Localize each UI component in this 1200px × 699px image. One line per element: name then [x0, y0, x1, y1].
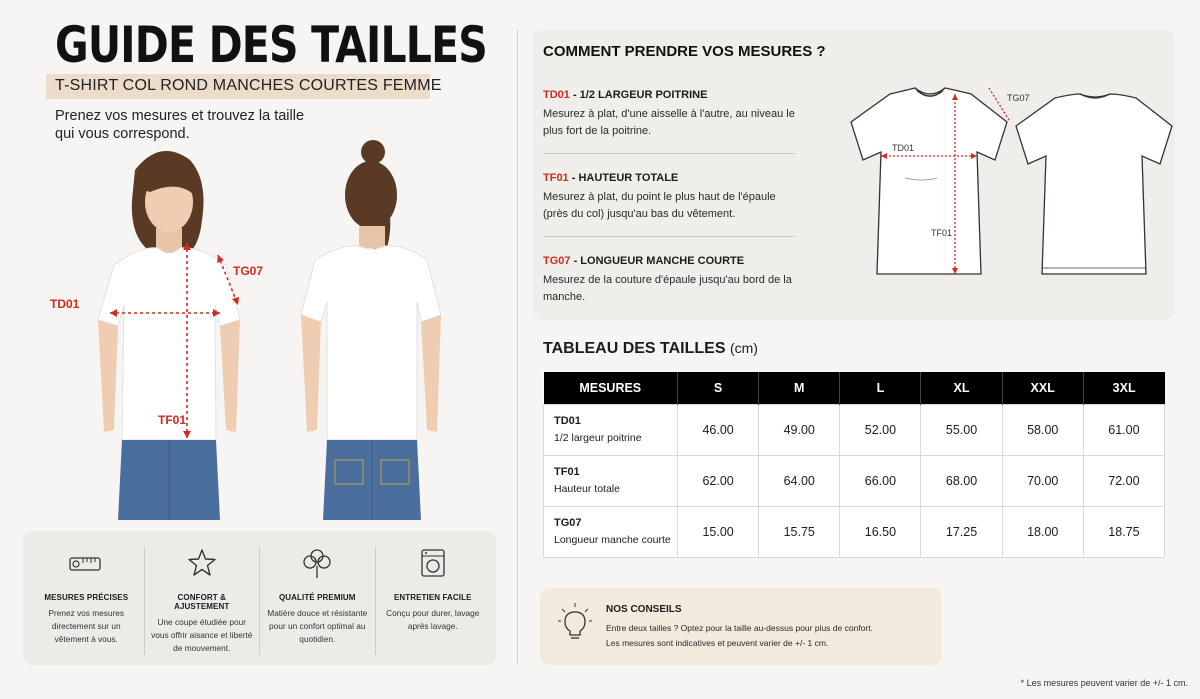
measure-cell — [544, 506, 678, 557]
column-divider — [517, 30, 518, 664]
star-icon — [151, 547, 254, 579]
tips-panel — [540, 588, 942, 665]
feature-text: Une coupe étudiée pour vous offrir aisance et liberté de mouvement. — [151, 617, 253, 653]
column-header: M — [759, 372, 840, 404]
table-header-row — [544, 372, 1165, 404]
table-cell: 61.00 — [1083, 404, 1164, 455]
cotton-icon — [266, 547, 369, 579]
model-label-td01: TD01 — [50, 297, 80, 311]
measure-text: Mesurez de la couture d'épaule jusqu'au bord de la manche. — [543, 274, 792, 303]
lightbulb-icon — [558, 602, 592, 647]
page-title: GUIDE DES TAILLES — [55, 16, 487, 74]
diagram-label-td01: TD01 — [892, 143, 915, 153]
washing-machine-icon — [382, 547, 485, 579]
feature-item — [376, 547, 491, 655]
tape-measure-icon — [35, 547, 138, 579]
table-row — [544, 455, 1165, 506]
row-name: Hauteur totale — [554, 483, 620, 495]
size-table — [543, 372, 1165, 558]
feature-title: QUALITÉ PREMIUM — [278, 593, 356, 602]
table-cell: 62.00 — [678, 455, 759, 506]
measure-code: TG07 — [543, 255, 571, 267]
feature-title: ENTRETIEN FACILE — [393, 593, 472, 602]
model-front-image — [70, 140, 270, 520]
row-code: TF01 — [554, 466, 580, 478]
measure-item-tf01 — [543, 172, 795, 223]
feature-text: Conçu pour durer, lavage après lavage. — [386, 608, 480, 631]
table-cell: 17.25 — [921, 506, 1002, 557]
measure-item-tg07 — [543, 255, 795, 306]
diagram-label-tg07: TG07 — [1007, 93, 1030, 103]
model-back-image — [275, 140, 465, 520]
table-cell: 15.75 — [759, 506, 840, 557]
row-code: TD01 — [554, 415, 581, 427]
tips-text — [606, 621, 936, 651]
table-cell: 49.00 — [759, 404, 840, 455]
measure-label: - LONGUEUR MANCHE COURTE — [570, 255, 745, 267]
row-name: 1/2 largeur poitrine — [554, 432, 642, 444]
measure-text: Mesurez à plat, du point le plus haut de l'épaule (près du col) jusqu'au bas du vêtement. — [543, 191, 776, 220]
tg07-arrow — [985, 86, 1015, 126]
table-cell: 46.00 — [678, 404, 759, 455]
measure-label: - HAUTEUR TOTALE — [568, 172, 679, 184]
feature-text: Prenez vos mesures directement sur un vêtement à vous. — [48, 608, 125, 644]
page-subtitle: T-SHIRT COL ROND MANCHES COURTES FEMME — [55, 77, 442, 94]
features-panel — [23, 531, 496, 665]
size-table-title-text: TABLEAU DES TAILLES — [543, 340, 726, 357]
column-header: MESURES — [544, 372, 678, 404]
feature-item — [29, 547, 145, 655]
table-cell: 15.00 — [678, 506, 759, 557]
measure-code: TD01 — [543, 89, 570, 101]
measure-item-td01 — [543, 89, 795, 140]
row-code: TG07 — [554, 517, 582, 529]
feature-title: MESURES PRÉCISES — [44, 593, 129, 602]
column-header: XL — [921, 372, 1002, 404]
table-cell: 70.00 — [1002, 455, 1083, 506]
footnote: * Les mesures peuvent varier de +/- 1 cm. — [1020, 678, 1188, 688]
table-cell: 64.00 — [759, 455, 840, 506]
diagram-label-tf01: TF01 — [931, 228, 953, 238]
size-table-unit: (cm) — [729, 340, 758, 356]
table-cell: 68.00 — [921, 455, 1002, 506]
table-cell: 16.50 — [840, 506, 921, 557]
measure-cell — [544, 404, 678, 455]
model-label-tg07: TG07 — [233, 264, 264, 278]
feature-text: Matière douce et résistante pour un confort optimal au quotidien. — [267, 608, 368, 644]
tips-line: Entre deux tailles ? Optez pour la taille au-dessus pour plus de confort. — [606, 623, 873, 633]
column-header: 3XL — [1083, 372, 1164, 404]
measure-label: - 1/2 LARGEUR POITRINE — [569, 89, 708, 101]
tips-title: NOS CONSEILS — [606, 604, 682, 615]
table-cell: 52.00 — [840, 404, 921, 455]
table-cell: 55.00 — [921, 404, 1002, 455]
table-row — [544, 404, 1165, 455]
table-cell: 18.00 — [1002, 506, 1083, 557]
intro-text: Prenez vos mesures et trouvez la taille qui vous correspond. — [55, 108, 305, 142]
column-header: XXL — [1002, 372, 1083, 404]
feature-item — [260, 547, 376, 655]
measure-text: Mesurez à plat, d'une aisselle à l'autre, au niveau le plus fort de la poitrine. — [543, 108, 795, 137]
table-cell: 58.00 — [1002, 404, 1083, 455]
column-header: L — [840, 372, 921, 404]
tshirt-back-diagram — [1010, 92, 1180, 282]
measure-separator — [543, 236, 795, 237]
measure-code: TF01 — [543, 172, 569, 184]
table-row — [544, 506, 1165, 557]
measure-panel-title: COMMENT PRENDRE VOS MESURES ? — [543, 43, 826, 60]
column-header: S — [678, 372, 759, 404]
table-cell: 18.75 — [1083, 506, 1164, 557]
table-cell: 72.00 — [1083, 455, 1164, 506]
table-cell: 66.00 — [840, 455, 921, 506]
tips-line: Les mesures sont indicatives et peuvent varier de +/- 1 cm. — [606, 638, 829, 648]
feature-item — [145, 547, 261, 655]
feature-title: CONFORT & AJUSTEMENT — [174, 593, 230, 611]
measure-cell — [544, 455, 678, 506]
model-label-tf01: TF01 — [158, 413, 187, 427]
measure-separator — [543, 153, 795, 154]
size-table-title — [543, 340, 758, 358]
row-name: Longueur manche courte — [554, 534, 671, 546]
